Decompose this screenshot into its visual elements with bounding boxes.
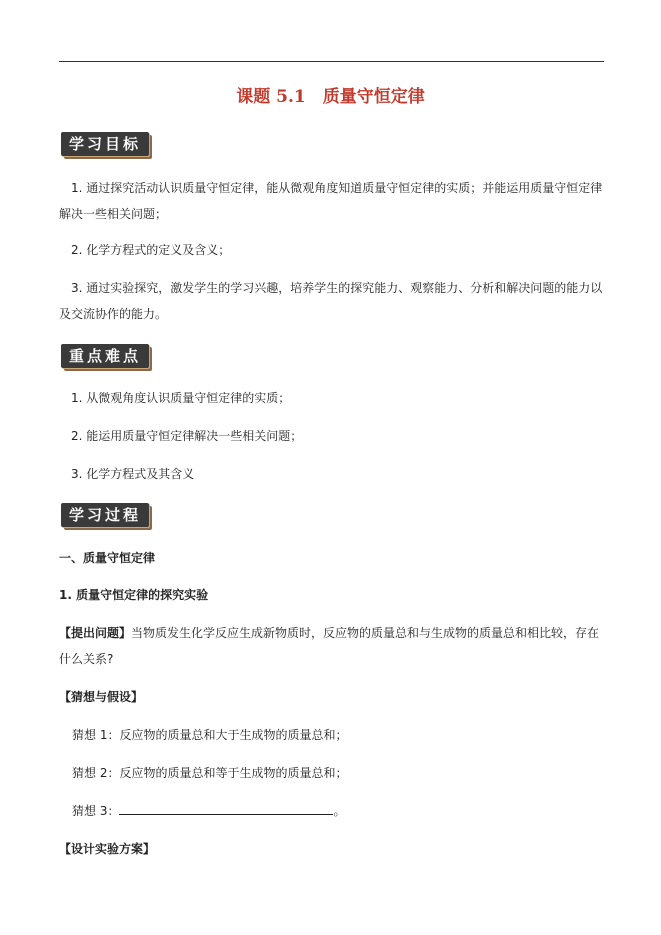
section-badge-goals: 学习目标	[61, 132, 149, 156]
page-title: 课题 5.1 质量守恒定律	[236, 87, 425, 107]
heading-experiment: 1. 质量守恒定律的探究实验	[59, 588, 209, 602]
header-rule	[59, 61, 604, 62]
guess-3-blank[interactable]	[119, 800, 333, 815]
goal-item-1: 1. 通过探究活动认识质量守恒定律，能从微观角度知道质量守恒定律的实质；并能运用质量守恒定律解决一些相关问题；	[59, 181, 603, 221]
guess-2: 猜想 2：反应物的质量总和等于生成物的质量总和；	[72, 766, 348, 780]
hypothesis-label: 【猜想与假设】	[59, 690, 144, 704]
keypoint-item-3: 3. 化学方程式及其含义	[71, 467, 195, 481]
goal-item-2: 2. 化学方程式的定义及含义；	[71, 243, 231, 257]
guess-3-suffix: 。	[333, 804, 346, 818]
guess-3-prefix: 猜想 3：	[72, 804, 120, 818]
design-label: 【设计实验方案】	[59, 842, 156, 856]
heading-conservation-law: 一、质量守恒定律	[59, 551, 156, 565]
guess-1: 猜想 1：反应物的质量总和大于生成物的质量总和；	[72, 728, 348, 742]
keypoint-item-2: 2. 能运用质量守恒定律解决一些相关问题；	[71, 429, 303, 443]
keypoint-item-1: 1. 从微观角度认识质量守恒定律的实质；	[71, 391, 291, 405]
goal-item-3: 3. 通过实验探究，激发学生的学习兴趣，培养学生的探究能力、观察能力、分析和解决问题的能力以及交流协作的能力。	[59, 281, 603, 321]
question-paragraph	[59, 620, 605, 672]
question-label: 【提出问题】	[59, 626, 132, 640]
section-badge-process: 学习过程	[61, 503, 149, 527]
guess-3	[72, 798, 618, 824]
question-text: 当物质发生化学反应生成新物质时，反应物的质量总和与生成物的质量总和相比较，存在什么关系?	[59, 626, 600, 666]
section-badge-keypoints: 重点难点	[61, 344, 149, 368]
